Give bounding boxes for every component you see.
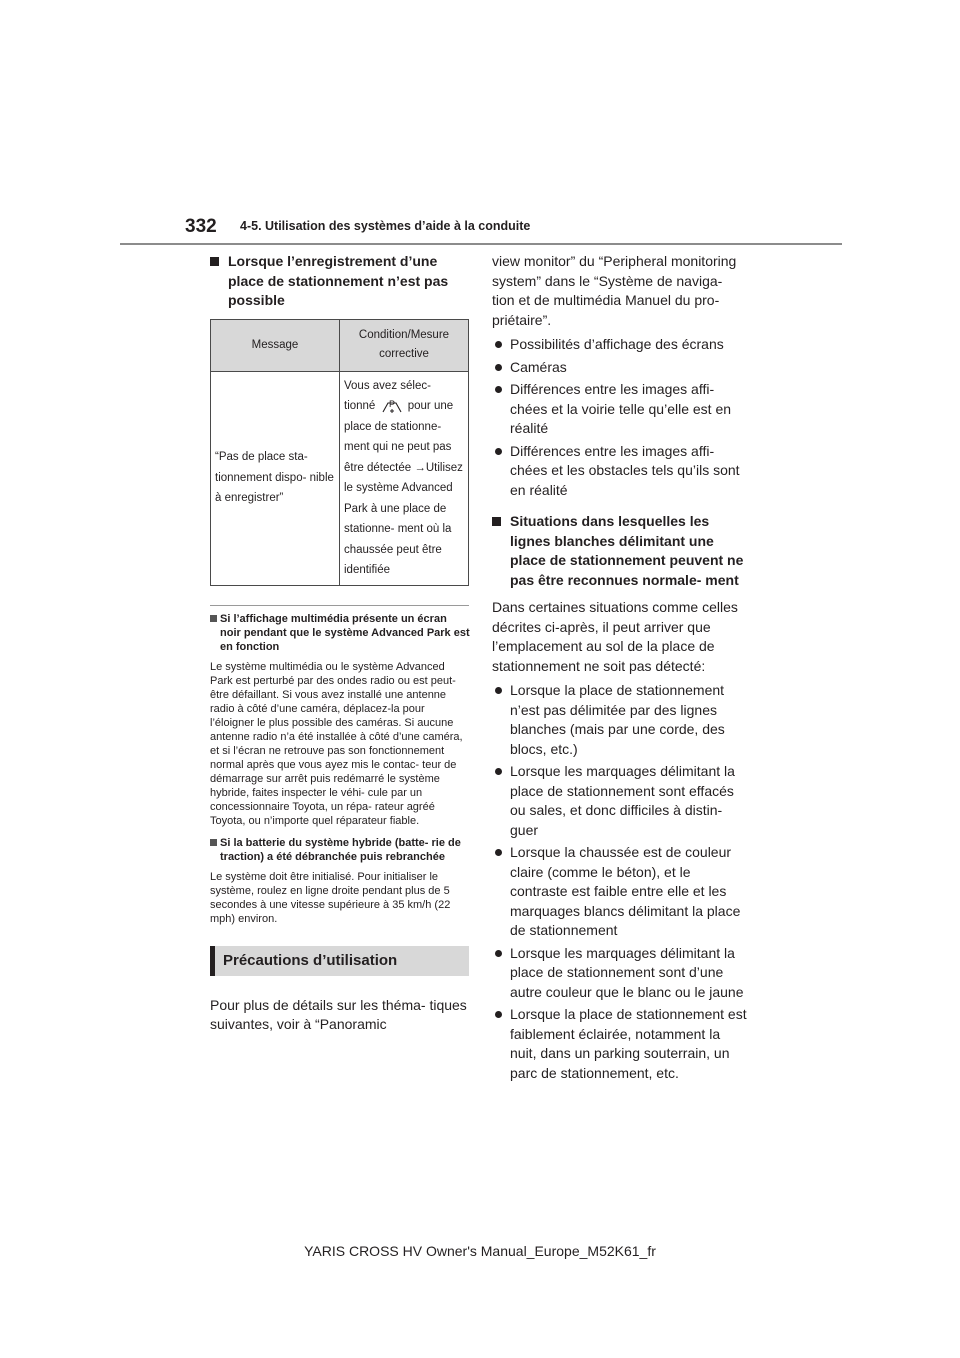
list-item-text: Lorsque la place de stationnement est faiblement éclairée, notamment la nuit, dans un parking souterrain, un parc de stationnement, etc. [510, 1006, 747, 1081]
precautions-banner: Précautions d’utilisation [210, 946, 469, 976]
situations-list [492, 681, 748, 1083]
list-item-text: Lorsque la place de stationnement n’est pas délimitée par des lignes blanches (mais par une corde, des blocs, etc.) [510, 682, 725, 757]
heading-text: Lorsque l’enregistrement d’une place de stationnement n’est pas possible [228, 253, 449, 308]
square-bullet-icon [210, 615, 217, 622]
heading-registration-impossible [210, 252, 470, 311]
note-heading-black-screen [210, 612, 470, 654]
bullet-dot-icon [495, 950, 502, 957]
list-item-text: Caméras [510, 358, 567, 375]
notes-divider [210, 605, 469, 606]
note-text-battery: Le système doit être initialisé. Pour initialiser le système, roulez en ligne droite pendant plus de 5 secondes à une vitesse supérieure à 35 km/h (22 mph) environ. [210, 870, 451, 925]
bullet-dot-icon [495, 849, 502, 856]
condition-text-part2: pour une place de stationne- ment qui ne peut pas être détectée [344, 400, 454, 474]
situations-paragraph: Dans certaines situations comme celles décrites ci-après, il peut arriver que l’emplacement au sol de la place de stationnement ne soit pas détecté: [492, 599, 738, 674]
list-item [492, 762, 748, 840]
condition-cell [340, 371, 469, 585]
note-heading-battery [210, 836, 470, 864]
intro-paragraph: view monitor” du “Peripheral monitoring system” dans le “Système de naviga- tion et de multimédia Manuel du pro- priétaire”. [492, 253, 737, 328]
condition-text-part1: Vous avez sélec- tionné [344, 379, 431, 412]
bullet-dot-icon [495, 386, 502, 393]
page-number: 332 [185, 216, 217, 237]
topics-list [492, 335, 748, 500]
bullet-dot-icon [495, 768, 502, 775]
bullet-dot-icon [495, 448, 502, 455]
svg-text:P: P [388, 399, 395, 410]
bullet-dot-icon [495, 1011, 502, 1018]
list-item-text: Différences entre les images affi- chées et la voirie telle qu’elle est en réalité [510, 381, 732, 436]
list-item [492, 681, 748, 759]
note-heading-text: Si la batterie du système hybride (batte- rie de traction) a été débranchée puis rebranchée [220, 836, 461, 863]
bullet-dot-icon [495, 341, 502, 348]
table-row [211, 371, 469, 585]
column-header-condition-line1: Condition/Mesure [358, 329, 450, 341]
list-item [492, 380, 748, 439]
list-item-text: Possibilités d’affichage des écrans [510, 336, 724, 352]
list-item-text: Lorsque les marquages délimitant la place de stationnement sont effacés ou sales, et donc difficiles à distin- guer [510, 763, 735, 838]
note-heading-text: Si l’affichage multimédia présente un écran noir pendant que le système Advanced Park est en fonction [220, 612, 470, 653]
heading-text: Situations dans lesquelles les lignes blanches délimitant une place de stationnement peuvent ne pas être reconnues normale- ment [510, 513, 744, 588]
note-text-black-screen: Le système multimédia ou le système Advanced Park est perturbé par des ondes radio ou est peut-être défaillant. Si vous avez installé une antenne radio à côté d’une caméra, déplacez-la pour l’éloigner le plus possible des caméras. Si aucune antenne radio n’a été installée à côté d’une caméra, et si l’écran ne retrouve pas son fonctionnement normal après que vous ayez mis le contac- teur de démarrage sur arrêt puis redémarré le système hybride, faites inspecter le véhi- cule par un concessionnaire Toyota, un répa- rateur agréé Toyota, ou n’importe quel réparateur fiable. [210, 660, 463, 827]
list-item [492, 944, 748, 1003]
parking-register-icon [381, 397, 403, 414]
table-header-row [211, 319, 469, 371]
list-item [492, 335, 748, 355]
arrow-icon: → [414, 461, 426, 474]
bullet-dot-icon [495, 687, 502, 694]
list-item-text: Différences entre les images affi- chées et les obstacles tels qu’ils sont en réalité [510, 442, 740, 498]
square-bullet-icon [210, 257, 219, 266]
column-header-message: Message [211, 319, 340, 371]
column-header-condition-line2: corrective [379, 348, 429, 360]
header-rule [120, 243, 842, 245]
column-header-condition [340, 319, 469, 371]
list-item [492, 442, 748, 501]
condition-text-part3: Utilisez le système Advanced Park à une place de stationne- ment où la chaussée peut être identifiée [344, 461, 463, 576]
square-bullet-icon [210, 839, 217, 846]
message-cell: “Pas de place sta- tionnement dispo- nible à enregistrer” [211, 371, 340, 585]
left-column [210, 252, 470, 1035]
list-item [492, 1005, 748, 1083]
list-item [492, 358, 748, 378]
list-item-text: Lorsque la chaussée est de couleur claire (comme le béton), et le contraste est faible entre elle et les marquages blancs délimitant la place de stationnement [510, 844, 741, 938]
list-item [492, 843, 748, 941]
bullet-dot-icon [495, 364, 502, 371]
heading-white-lines [492, 512, 748, 590]
precautions-text: Pour plus de détails sur les théma- tiques suivantes, voir à “Panoramic [210, 996, 467, 1032]
section-title: 4-5. Utilisation des systèmes d’aide à la conduite [240, 219, 531, 233]
square-bullet-icon [492, 517, 501, 526]
right-column [492, 252, 748, 1083]
list-item-text: Lorsque les marquages délimitant la place de stationnement sont d’une autre couleur que le blanc ou le jaune [510, 944, 744, 1000]
message-table [210, 319, 469, 586]
footer: YARIS CROSS HV Owner's Manual_Europe_M52K61_fr [304, 1243, 656, 1259]
